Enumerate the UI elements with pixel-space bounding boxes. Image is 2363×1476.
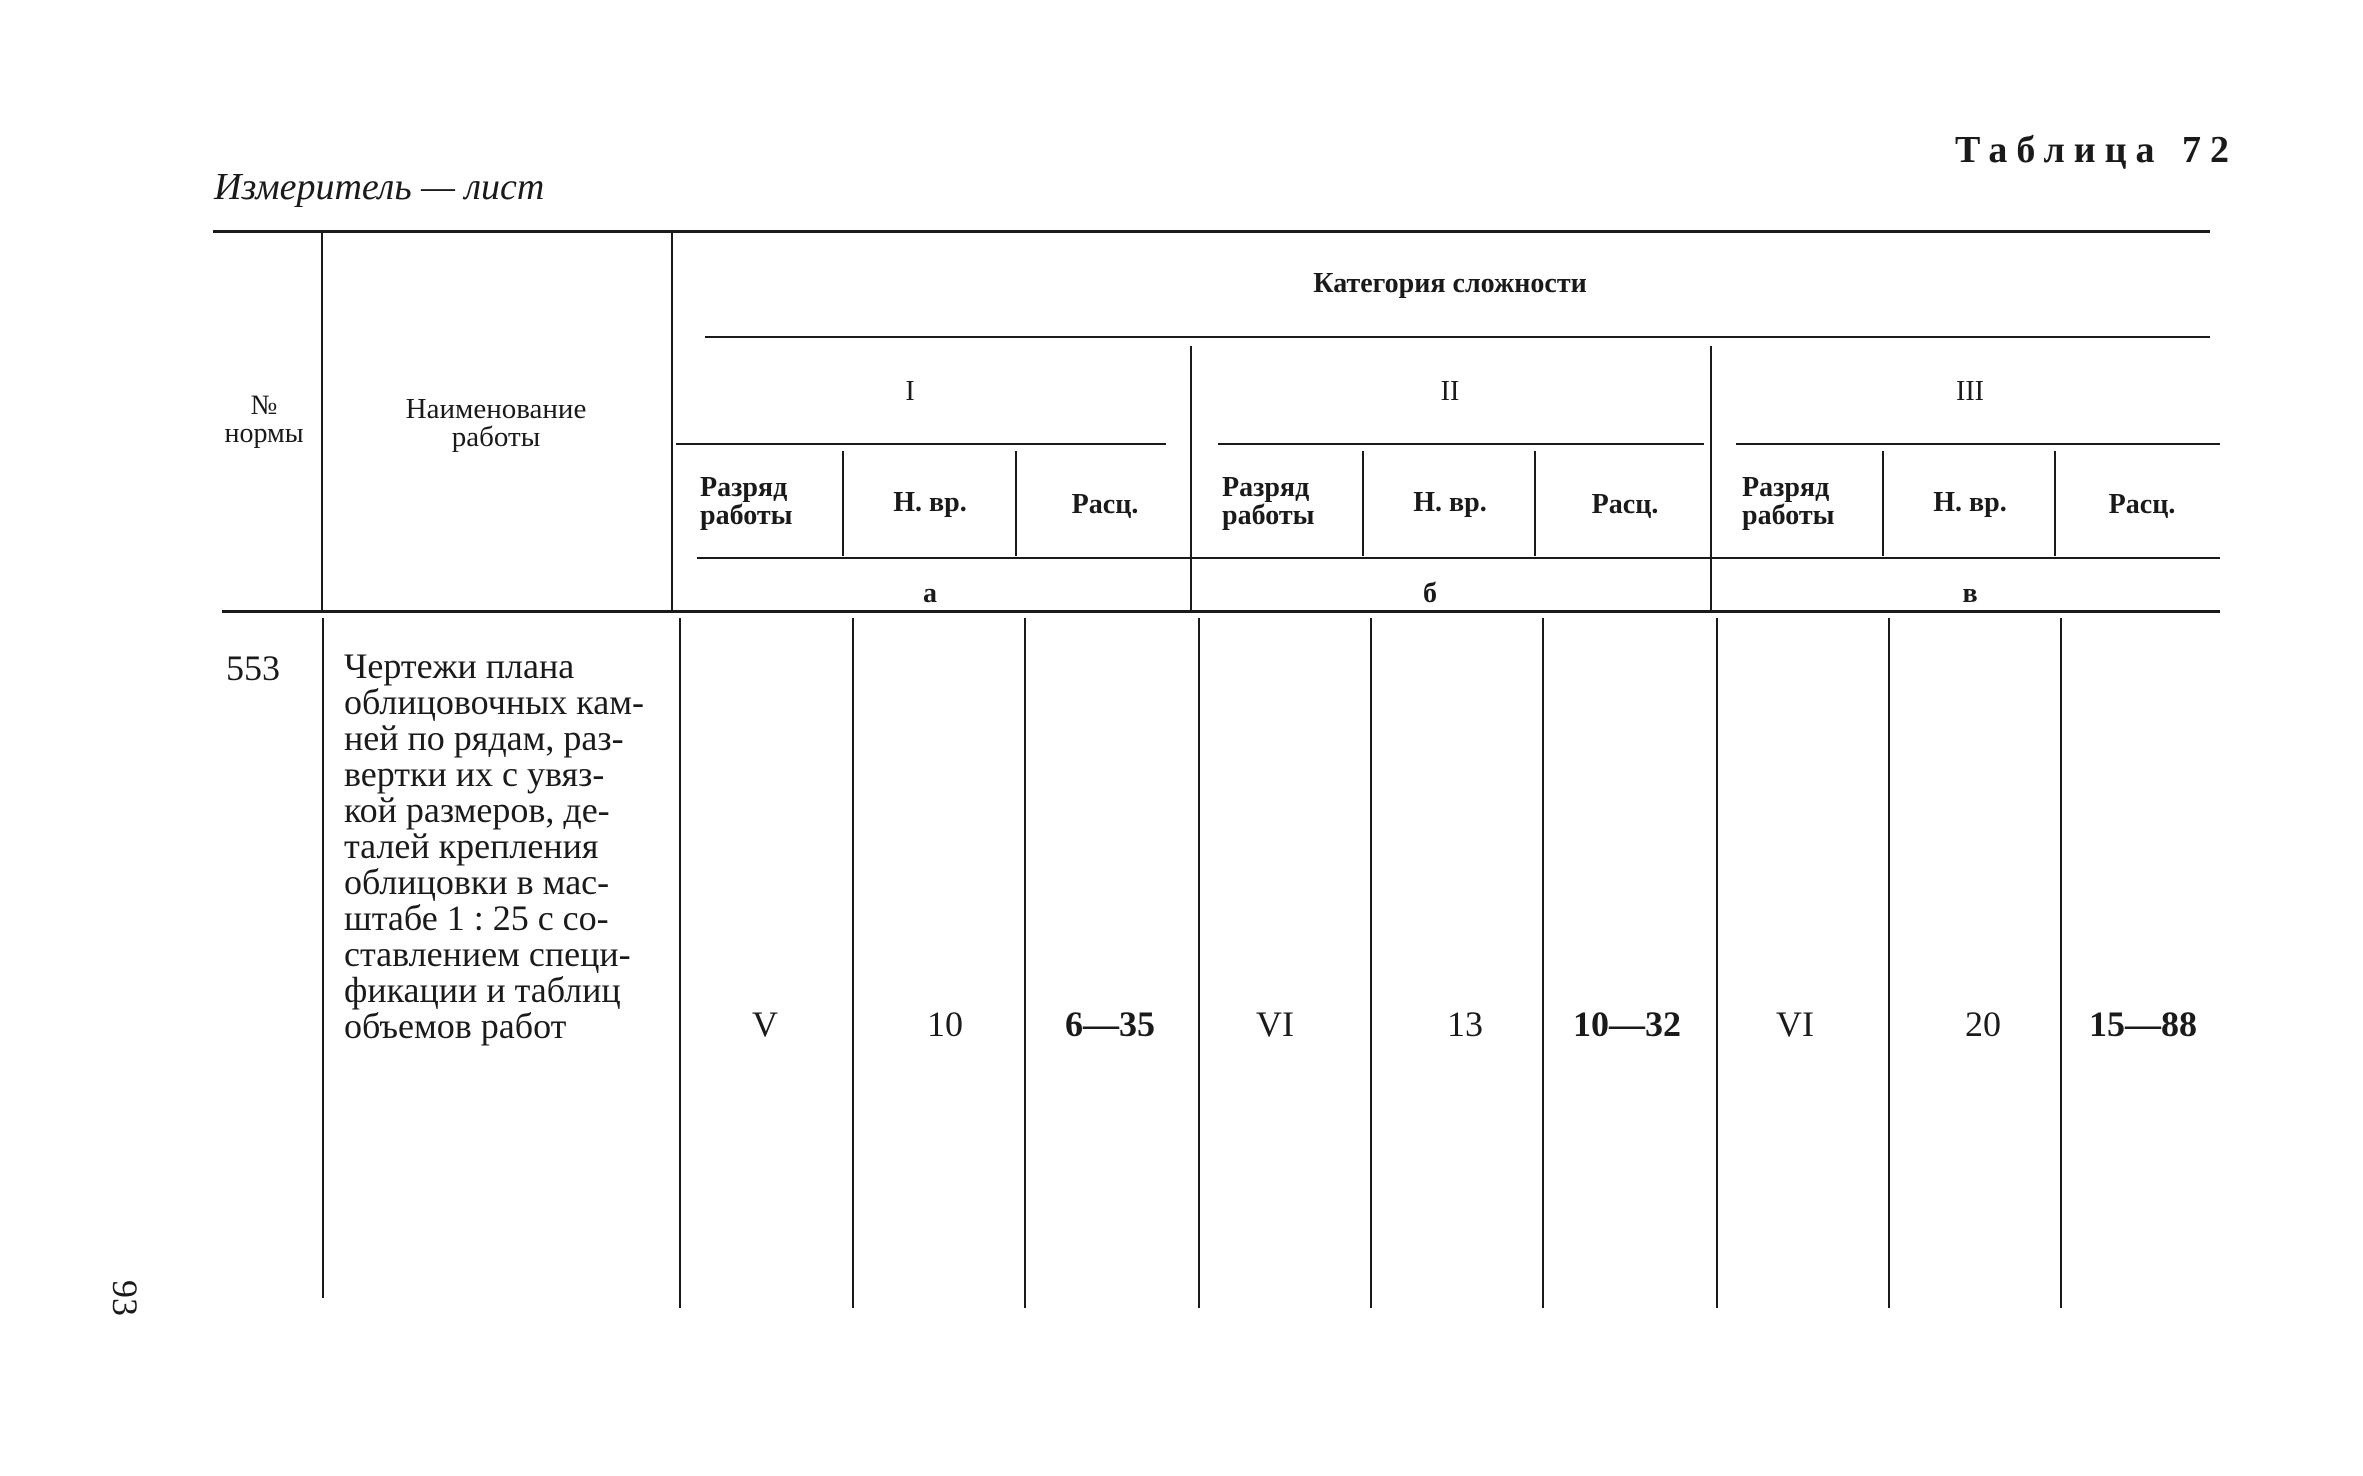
description-line: объемов работ bbox=[344, 1006, 567, 1046]
body-divider bbox=[1198, 618, 1200, 1308]
sub-divider bbox=[1015, 451, 1017, 556]
norm-number-header: № нормы bbox=[224, 390, 304, 449]
body-divider bbox=[1542, 618, 1544, 1308]
description-line: облицовочных кам- bbox=[344, 682, 644, 722]
body-divider bbox=[322, 618, 324, 1298]
category-i-letter: а bbox=[923, 578, 937, 609]
description-line: ставлением специ- bbox=[344, 934, 631, 974]
subheader-rule bbox=[697, 557, 2220, 559]
category-iii-letter: в bbox=[1962, 578, 1978, 609]
grade-value-cat-iii: VI bbox=[1776, 1004, 1814, 1044]
col-divider-norm bbox=[321, 233, 323, 610]
rate-header-cat-ii: Расц. bbox=[1591, 489, 1659, 520]
rate-value-cat-ii: 10—32 bbox=[1573, 1004, 1681, 1044]
grade-header-cat-iii: Разряд работы bbox=[1742, 472, 1835, 531]
description-line: фикации и таблиц bbox=[344, 970, 621, 1010]
grade-value-cat-ii: VI bbox=[1256, 1004, 1294, 1044]
description-line: кой размеров, де- bbox=[344, 790, 610, 830]
body-divider bbox=[2060, 618, 2062, 1308]
rate-header-cat-i: Расц. bbox=[1071, 489, 1139, 520]
description-line: вертки их с увяз- bbox=[344, 754, 605, 794]
page-number: 93 bbox=[105, 1280, 145, 1316]
cat-iii-rule bbox=[1736, 443, 2220, 445]
body-divider bbox=[1888, 618, 1890, 1308]
body-divider bbox=[1370, 618, 1372, 1308]
header-bottom-rule bbox=[222, 610, 2220, 613]
complexity-header: Категория сложности bbox=[1313, 268, 1587, 299]
grade-value-cat-i: V bbox=[752, 1004, 778, 1044]
body-divider bbox=[679, 618, 681, 1308]
cat-divider-1 bbox=[1190, 346, 1192, 610]
time-value-cat-ii: 13 bbox=[1447, 1004, 1483, 1044]
grade-header-cat-ii: Разряд работы bbox=[1222, 472, 1315, 531]
measure-label: Измеритель — лист bbox=[214, 166, 545, 208]
rate-value-cat-i: 6—35 bbox=[1065, 1004, 1155, 1044]
cat-ii-rule bbox=[1218, 443, 1704, 445]
sub-divider bbox=[1534, 451, 1536, 556]
work-name-header: Наименование работы bbox=[405, 393, 587, 453]
sub-divider bbox=[1362, 451, 1364, 556]
col-divider-name bbox=[671, 233, 673, 610]
complexity-rule bbox=[705, 336, 2210, 338]
time-header-cat-iii: Н. вр. bbox=[1933, 487, 2007, 518]
grade-header-cat-i: Разряд работы bbox=[700, 472, 793, 531]
time-value-cat-i: 10 bbox=[927, 1004, 963, 1044]
work-description bbox=[344, 648, 670, 1044]
description-line: талей крепления bbox=[344, 826, 599, 866]
cat-i-rule bbox=[676, 443, 1166, 445]
time-value-cat-iii: 20 bbox=[1965, 1004, 2001, 1044]
table-title: Таблица 72 bbox=[1955, 129, 2239, 171]
category-ii-label: II bbox=[1440, 376, 1460, 407]
category-iii-label: III bbox=[1956, 376, 1984, 407]
body-divider bbox=[1024, 618, 1026, 1308]
rate-value-cat-iii: 15—88 bbox=[2089, 1004, 2197, 1044]
time-header-cat-ii: Н. вр. bbox=[1413, 487, 1487, 518]
time-header-cat-i: Н. вр. bbox=[893, 487, 967, 518]
body-divider bbox=[852, 618, 854, 1308]
category-i-label: I bbox=[905, 376, 915, 407]
rate-header-cat-iii: Расц. bbox=[2108, 489, 2176, 520]
category-ii-letter: б bbox=[1423, 578, 1437, 609]
sub-divider bbox=[1882, 451, 1884, 556]
description-line: штабе 1 : 25 с со- bbox=[344, 898, 609, 938]
norm-number: 553 bbox=[226, 648, 280, 688]
sub-divider bbox=[2054, 451, 2056, 556]
description-line: ней по рядам, раз- bbox=[344, 718, 624, 758]
sub-divider bbox=[842, 451, 844, 556]
description-line: облицовки в мас- bbox=[344, 862, 610, 902]
body-divider bbox=[1716, 618, 1718, 1308]
cat-divider-2 bbox=[1710, 346, 1712, 610]
table-top-rule bbox=[213, 230, 2210, 233]
description-line: Чертежи плана bbox=[344, 646, 575, 686]
